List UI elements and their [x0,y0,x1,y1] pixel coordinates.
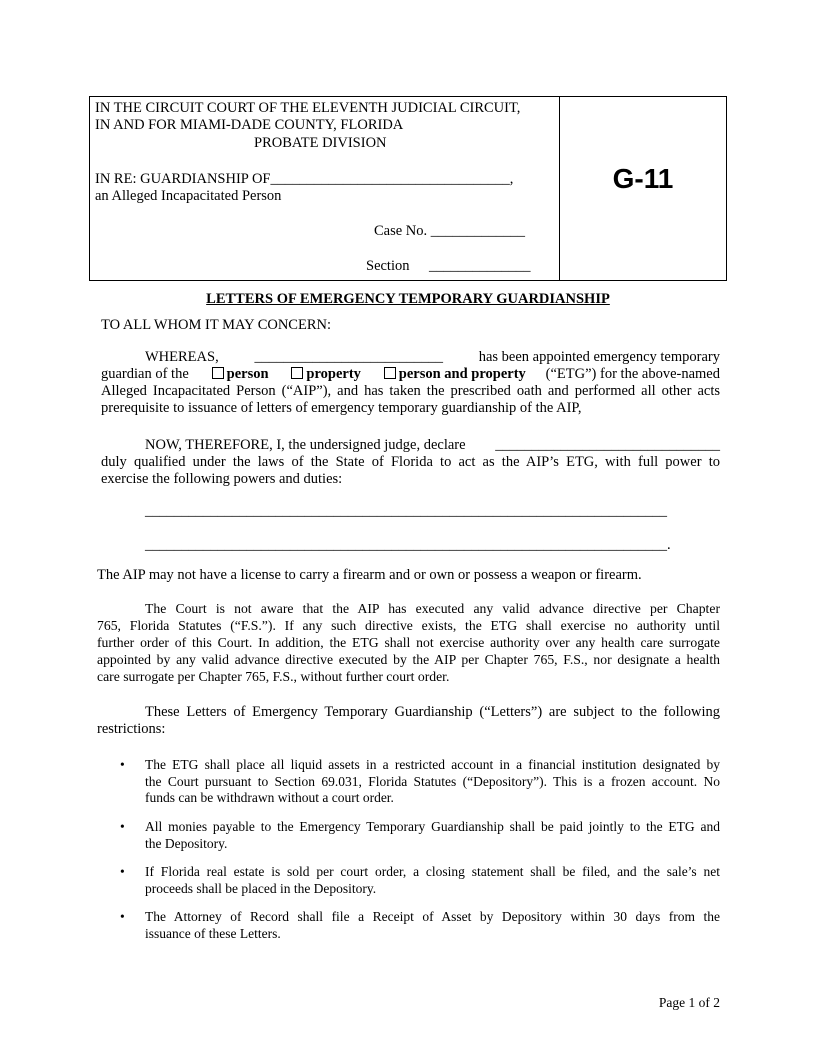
list-item-text: funds can be withdrawn without a court order. [145,790,394,805]
bullet-icon: • [120,864,125,879]
list-item-text: The Attorney of Record shall file a Receipt of Asset by Depository within 30 days from the [145,909,720,924]
document-title: LETTERS OF EMERGENCY TEMPORARY GUARDIANSHIP [206,291,610,307]
case-caption [90,97,560,280]
person-and-property-label: person and property [398,366,526,382]
whereas-line4: prerequisite to issuance of letters of emergency temporary guardianship of the AIP, [101,400,582,416]
whereas-paragraph [101,349,720,417]
advance-directive-paragraph [97,600,720,685]
person-label: person [226,366,269,382]
now-line2: duly qualified under the laws of the State of Florida to act as the AIP’s ETG, with full power to [101,454,720,470]
firearm-restriction: The AIP may not have a license to carry a firearm and or own or possess a weapon or firearm. [97,567,642,583]
list-item-text: If Florida real estate is sold per court order, a closing statement shall be filed, and the sale’s net [145,864,720,879]
whereas-label: WHEREAS, [145,349,219,365]
list-item-text: the Court pursuant to Section 69.031, Florida Statutes (“Depository”). This is a frozen account. No [145,773,720,789]
whereas-line3: Alleged Incapacitated Person (“AIP”), and has taken the prescribed oath and performed all other acts [101,383,720,399]
court-line4: appointed by any valid advance directive executed by the AIP per Chapter 765, F.S., nor designate a health [97,652,720,667]
list-item [120,757,720,809]
court-line5: care surrogate per Chapter 765, F.S., without further court order. [97,669,450,684]
list-item [120,864,720,909]
court-name-line2: IN AND FOR MIAMI-DADE COUNTY, FLORIDA [95,117,404,133]
division: PROBATE DIVISION [254,135,387,151]
option-person[interactable] [209,366,269,383]
list-item-text: The ETG shall place all liquid assets in a restricted account in a financial institution designated by [145,757,720,772]
person-checkbox[interactable] [212,367,224,379]
whereas-line2 [101,366,720,383]
in-re-line: IN RE: GUARDIANSHIP OF_________________________________, [95,171,514,187]
court-name-line1: IN THE CIRCUIT COURT OF THE ELEVENTH JUDICIAL CIRCUIT, [95,100,521,116]
now-text: NOW, THEREFORE, I, the undersigned judge, declare [145,437,466,453]
list-item [120,909,720,949]
letters-line2: restrictions: [97,721,166,737]
court-line2: 765, Florida Statutes (“F.S.”). If any such directive exists, the ETG shall exercise no authority until [97,618,720,633]
bullet-icon: • [120,757,125,772]
person-description: an Alleged Incapacitated Person [95,188,282,204]
option-property[interactable] [288,366,361,383]
whereas-line1 [101,349,720,366]
list-item [120,819,720,864]
property-checkbox[interactable] [291,367,303,379]
case-number-field[interactable]: Case No. _____________ [374,223,526,239]
court-line3: further order of this Court. In addition, the ETG shall not exercise authority over any health care surrogate [97,635,720,650]
powers-field-2[interactable]: ________________________________________________________________________. [145,537,671,553]
etg-text: (“ETG”) for the above-named [545,366,720,382]
bullet-icon: • [120,909,125,924]
salutation: TO ALL WHOM IT MAY CONCERN: [101,317,332,333]
declared-name-field[interactable]: _______________________________ [495,437,720,453]
whereas-text: has been appointed emergency temporary [478,349,720,365]
guardian-name-field[interactable]: __________________________ [254,349,443,365]
section-label: Section [366,258,410,274]
letters-paragraph [97,704,720,738]
person-and-property-checkbox[interactable] [384,367,396,379]
form-code: G-11 [612,162,674,194]
now-paragraph [101,437,720,488]
property-label: property [306,366,361,382]
list-item-text: issuance of these Letters. [145,925,281,941]
list-item-text: All monies payable to the Emergency Temporary Guardianship shall be paid jointly to the ETG and [145,819,720,834]
guardian-of-text: guardian of the [101,366,189,382]
bullet-icon: • [120,819,125,834]
restrictions-list [120,757,720,949]
section-field[interactable]: ______________ [429,258,531,274]
caption-box [89,96,727,281]
list-item-text: proceeds shall be placed in the Depository. [145,880,377,896]
letters-line1: These Letters of Emergency Temporary Guardianship (“Letters”) are subject to the following [145,704,720,720]
now-line1 [101,437,720,454]
list-item-text: the Depository. [145,835,228,851]
page-number: Page 1 of 2 [658,995,720,1010]
option-both[interactable] [381,366,526,383]
powers-field-1[interactable]: ________________________________________________________________________ [145,503,667,519]
document-title-wrap [0,291,816,308]
now-line3: exercise the following powers and duties: [101,471,343,487]
court-line1: The Court is not aware that the AIP has executed any valid advance directive per Chapter [145,601,720,616]
